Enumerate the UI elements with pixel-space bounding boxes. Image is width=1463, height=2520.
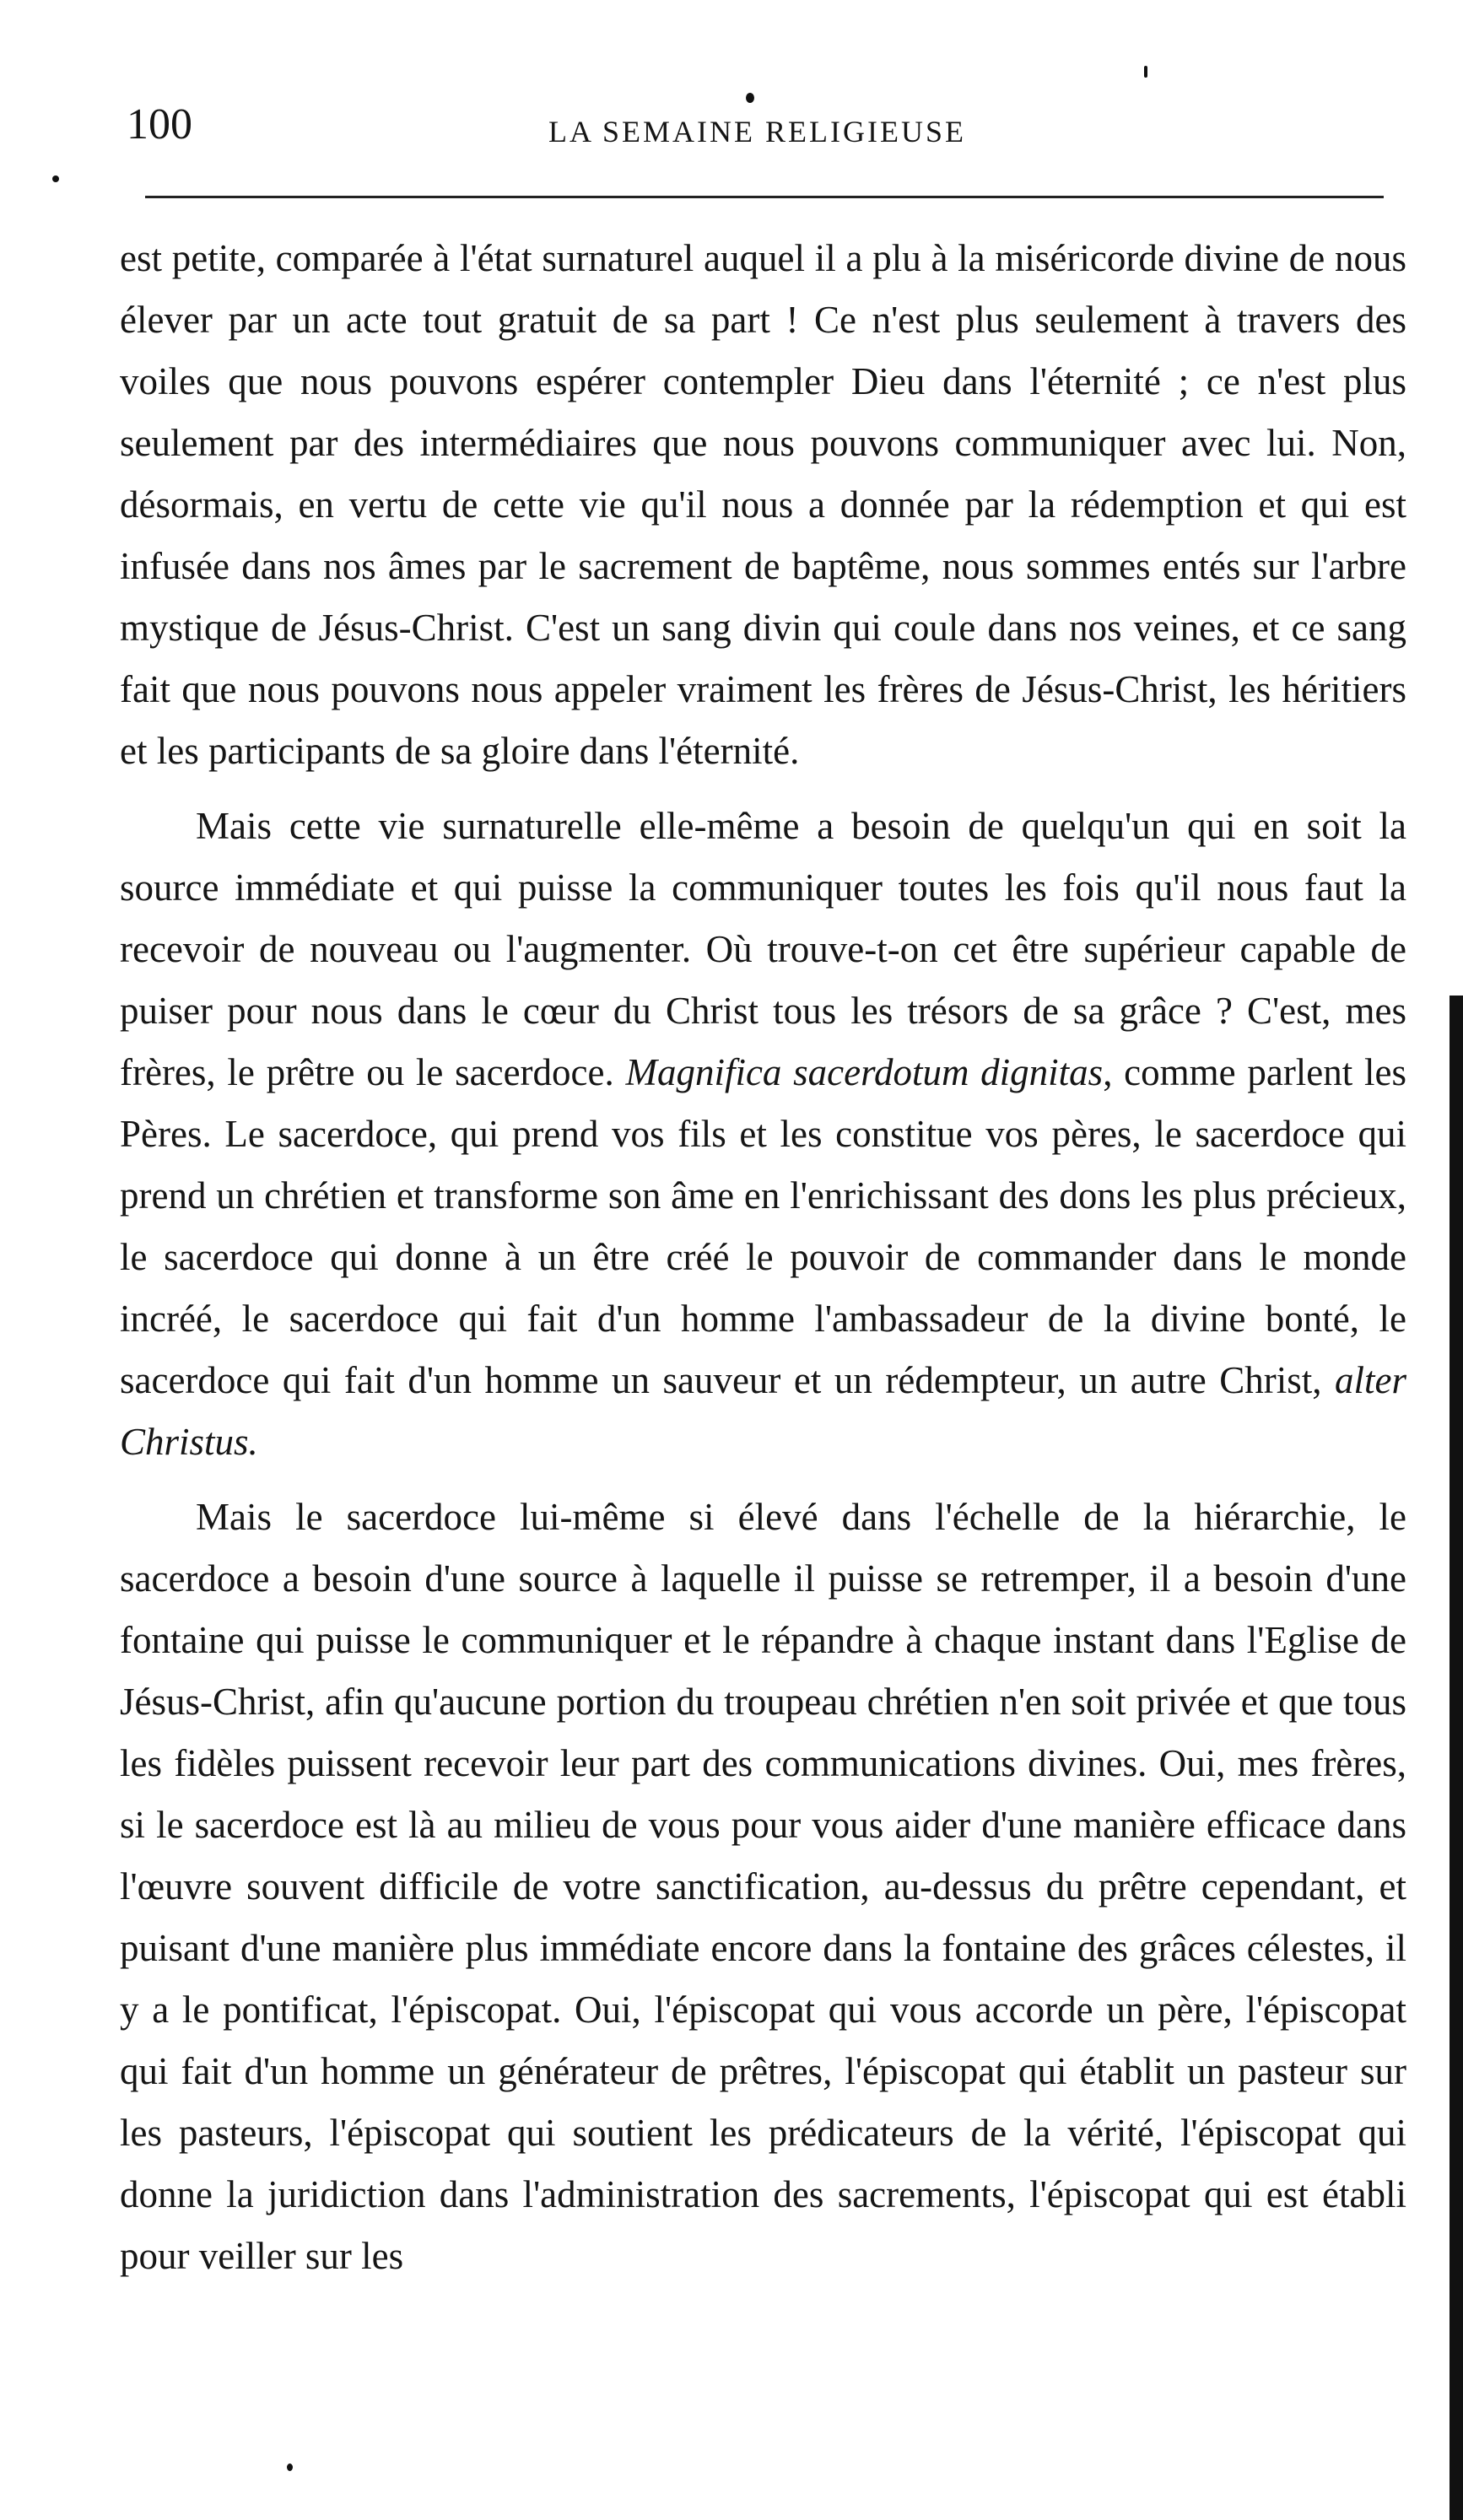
paragraph-2-text-b: , comme parlent les Pères. Le sacerdoce, qui prend vos fils et les constitue vos pères, le sacerdoce qui prend un chrétien et transforme son âme en l'enrichissant des dons les plus précieux, le sacerdoce qui donne à un être créé le pouvoir de commander dans le monde incréé, le sacerdoce qui fait d'un homme l'ambassadeur de la divine bonté, le sacerdoce qui fait d'un homme un sauveur et un rédempteur, un autre Christ,	[120, 1051, 1406, 1401]
paragraph-2-latin-quote: Magnifica sacerdotum dignitas	[625, 1051, 1104, 1093]
page-header	[127, 100, 1392, 167]
ink-speck	[746, 93, 754, 103]
running-title: LA SEMAINE RELIGIEUSE	[548, 115, 966, 148]
paragraph-2-text-a: Mais cette vie surnaturelle elle-même a besoin de quelqu'un qui en soit la source immédiate et qui puisse la communiquer toutes les fois qu'il nous faut la recevoir de nouveau ou l'augmenter. Où trouve-t-on cet être supérieur capable de puiser pour nous dans le cœur du Christ tous les trésors de sa grâce ? C'est, mes frères, le prêtre ou le sacerdoce.	[120, 805, 1406, 1093]
paragraph-3-text: Mais le sacerdoce lui-même si élevé dans l'échelle de la hiérarchie, le sacerdoce a besoin d'une source à laquelle il puisse se retremper, il a besoin d'une fontaine qui puisse le communiquer et le répandre à chaque instant dans l'Eglise de Jésus-Christ, afin qu'aucune portion du troupeau chrétien n'en soit privée et que tous les fidèles puissent recevoir leur part des communications divines. Oui, mes frères, si le sacerdoce est là au milieu de vous pour vous aider d'une manière efficace dans l'œuvre souvent difficile de votre sanctification, au-dessus du prêtre cependant, et puisant d'une manière plus immédiate encore dans la fontaine des grâces célestes, il y a le pontificat, l'épiscopat. Oui, l'épiscopat qui vous accorde un père, l'épiscopat qui fait d'un homme un générateur de prêtres, l'épiscopat qui établit un pasteur sur les pasteurs, l'épiscopat qui soutient les prédicateurs de la vérité, l'épiscopat qui donne la juridiction dans l'administration des sacrements, l'épiscopat qui est établi pour veiller sur les	[120, 1496, 1406, 2277]
paragraph-1	[120, 228, 1406, 782]
header-rule	[145, 196, 1384, 198]
paragraph-3	[120, 1487, 1406, 2287]
paragraph-2-latin-closing: alter Christus.	[120, 1359, 1406, 1463]
ink-speck	[287, 2463, 293, 2471]
page-number: 100	[127, 100, 192, 148]
ink-speck	[52, 175, 59, 182]
ink-speck	[1144, 66, 1147, 78]
paragraph-1-text: est petite, comparée à l'état surnaturel auquel il a plu à la miséricorde divine de nous élever par un acte tout gratuit de sa part ! Ce n'est plus seulement à travers des voiles que nous pouvons espérer contempler Dieu dans l'éternité ; ce n'est plus seulement par des intermédiaires que nous pouvons communiquer avec lui. Non, désormais, en vertu de cette vie qu'il nous a donnée par la rédemption et qui est infusée dans nos âmes par le sacrement de baptême, nous sommes entés sur l'arbre mystique de Jésus-Christ. C'est un sang divin qui coule dans nos veines, et ce sang fait que nous pouvons nous appeler vraiment les frères de Jésus-Christ, les héritiers et les participants de sa gloire dans l'éternité.	[120, 237, 1406, 772]
paragraph-2	[120, 796, 1406, 1473]
body-text	[120, 228, 1406, 2301]
page-edge-shadow	[1450, 996, 1463, 2520]
